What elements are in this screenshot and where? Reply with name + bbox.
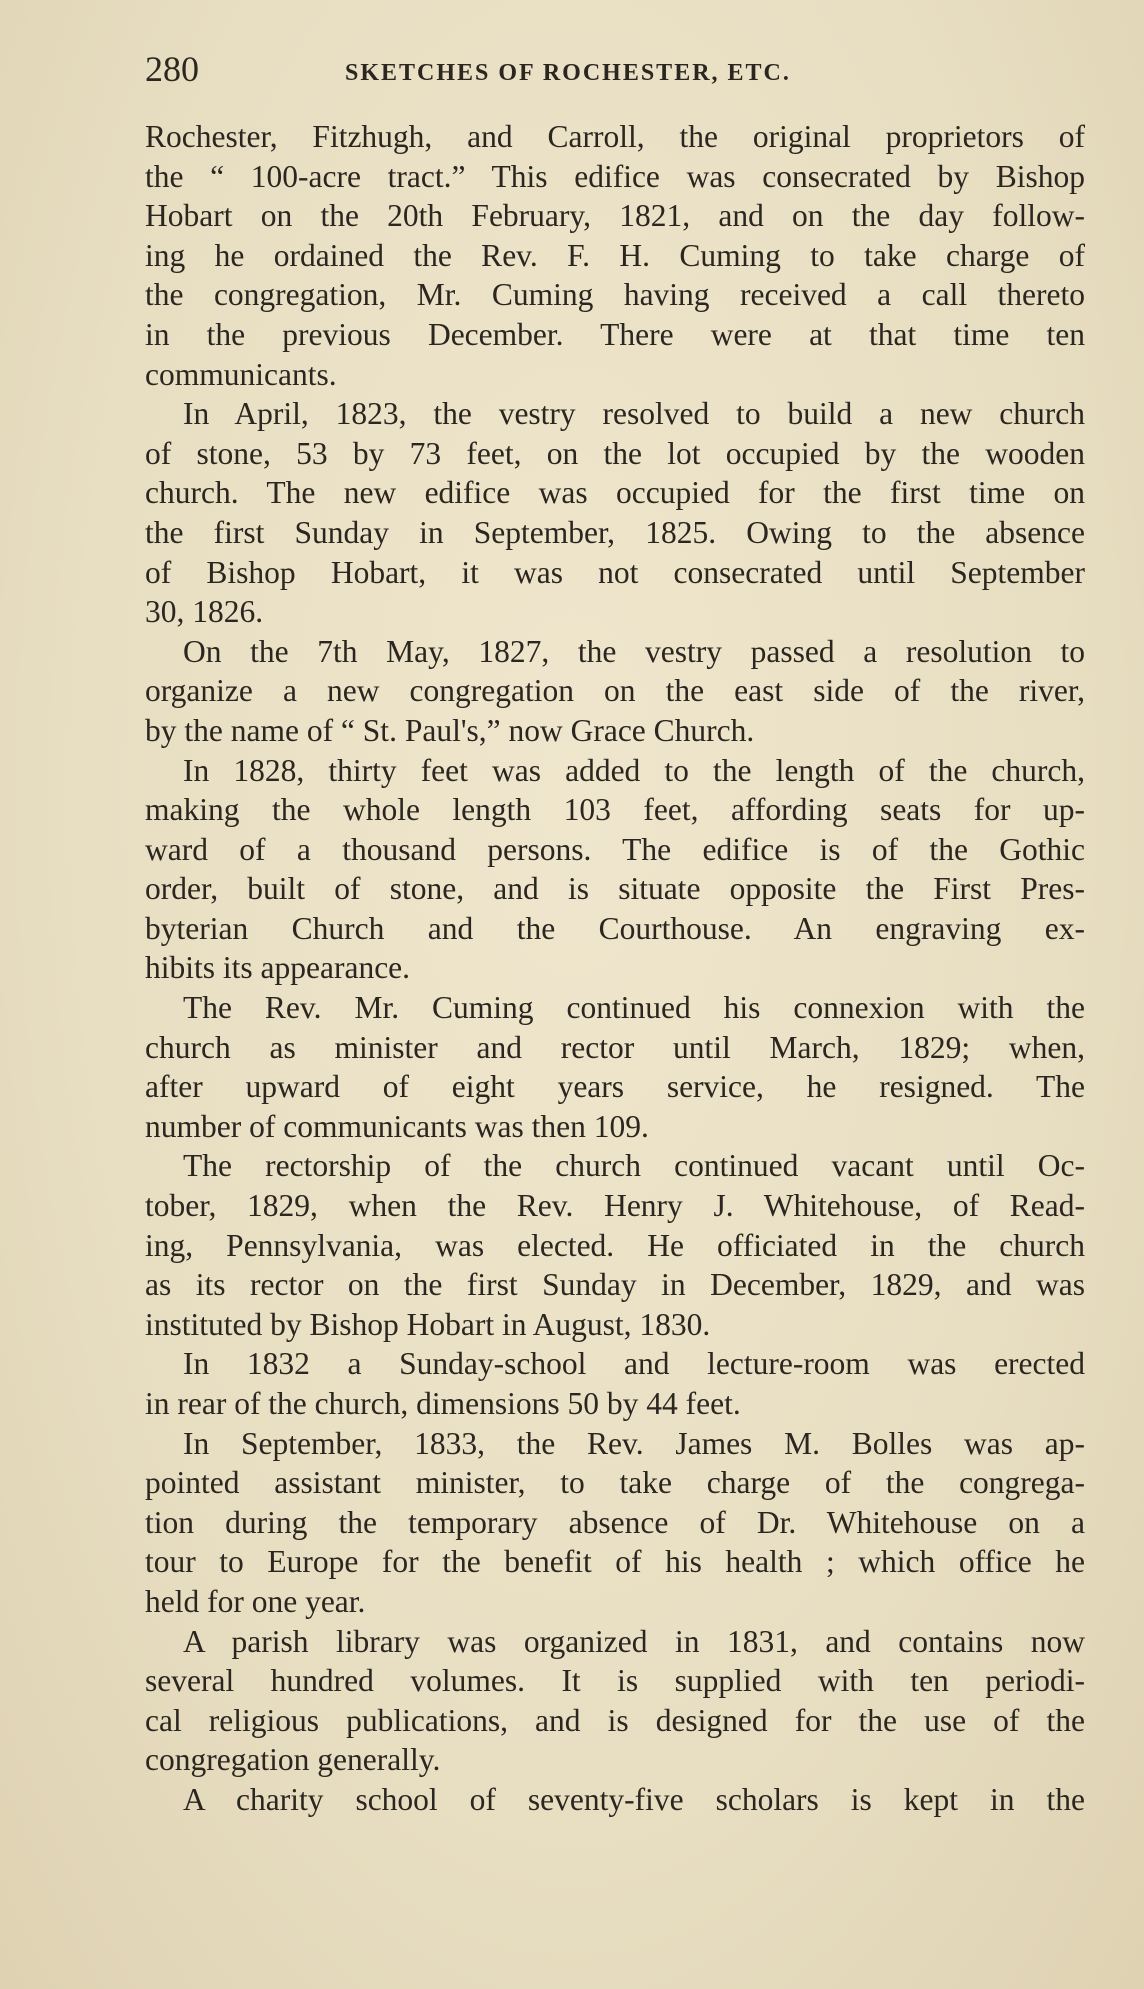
text-line: The Rev. Mr. Cuming continued his connexion with the (183, 990, 1085, 1026)
text-line: as its rector on the first Sunday in December, 1829, and was (145, 1267, 1085, 1303)
text-line: of Bishop Hobart, it was not consecrated until September (145, 554, 1085, 590)
text-line: the congregation, Mr. Cuming having received a call thereto (145, 277, 1085, 313)
text-line: organize a new congregation on the east side of the river, (145, 673, 1085, 709)
text-line: In 1832 a Sunday-school and lecture-room was erected (183, 1346, 1085, 1382)
text-line: number of communicants was then 109. (145, 1108, 649, 1144)
text-line: ing, Pennsylvania, was elected. He officiated in the church (145, 1227, 1085, 1263)
text-line: pointed assistant minister, to take charge of the congrega- (145, 1465, 1085, 1501)
text-line: communicants. (145, 356, 337, 392)
text-line: the first Sunday in September, 1825. Owing to the absence (145, 514, 1085, 550)
text-line: Rochester, Fitzhugh, and Carroll, the original proprietors of (145, 119, 1085, 154)
text-line: congregation generally. (145, 1742, 441, 1778)
text-line: hibits its appearance. (145, 950, 411, 986)
text-line: making the whole length 103 feet, affording seats for up- (145, 792, 1085, 828)
text-line: 30, 1826. (145, 594, 264, 630)
text-line: ward of a thousand persons. The edifice is of the Gothic (145, 831, 1085, 867)
text-line: of stone, 53 by 73 feet, on the lot occupied by the wooden (145, 435, 1085, 471)
text-line: tour to Europe for the benefit of his health ; which office he (145, 1544, 1085, 1580)
page-header (145, 44, 1085, 94)
text-line: instituted by Bishop Hobart in August, 1830. (145, 1306, 711, 1342)
running-head: SKETCHES OF ROCHESTER, ETC. (345, 60, 791, 86)
text-line: several hundred volumes. It is supplied with ten periodi- (145, 1663, 1085, 1699)
page-number: 280 (145, 49, 199, 89)
text-line: tion during the temporary absence of Dr. Whitehouse on a (145, 1504, 1085, 1540)
text-line: order, built of stone, and is situate opposite the First Pres- (145, 871, 1085, 907)
text-line: A parish library was organized in 1831, and contains now (183, 1623, 1085, 1659)
text-line: church. The new edifice was occupied for the first time on (145, 475, 1085, 511)
text-line: held for one year. (145, 1583, 366, 1619)
text-line: On the 7th May, 1827, the vestry passed a resolution to (183, 633, 1085, 669)
text-line: by the name of “ St. Paul's,” now Grace Church. (145, 712, 755, 748)
text-line: ing he ordained the Rev. F. H. Cuming to take charge of (145, 237, 1085, 273)
text-line: The rectorship of the church continued vacant until Oc- (183, 1148, 1085, 1184)
text-line: in the previous December. There were at that time ten (145, 316, 1085, 352)
text-line: cal religious publications, and is designed for the use of the (145, 1702, 1085, 1738)
text-line: after upward of eight years service, he resigned. The (145, 1069, 1085, 1105)
text-line: in rear of the church, dimensions 50 by 44 feet. (145, 1386, 741, 1421)
body-text (145, 117, 1085, 1820)
text-line: Hobart on the 20th February, 1821, and on the day follow- (145, 198, 1085, 234)
text-line: In April, 1823, the vestry resolved to build a new church (183, 396, 1085, 432)
text-line: In 1828, thirty feet was added to the length of the church, (183, 752, 1085, 788)
text-line: church as minister and rector until March, 1829; when, (145, 1029, 1085, 1065)
text-line: the “ 100-acre tract.” This edifice was consecrated by Bishop (145, 158, 1085, 194)
text-line: A charity school of seventy-five scholars is kept in the (183, 1781, 1085, 1817)
text-line: tober, 1829, when the Rev. Henry J. Whitehouse, of Read- (145, 1188, 1085, 1224)
text-line: byterian Church and the Courthouse. An engraving ex- (145, 910, 1085, 946)
text-line: In September, 1833, the Rev. James M. Bolles was ap- (183, 1425, 1085, 1461)
